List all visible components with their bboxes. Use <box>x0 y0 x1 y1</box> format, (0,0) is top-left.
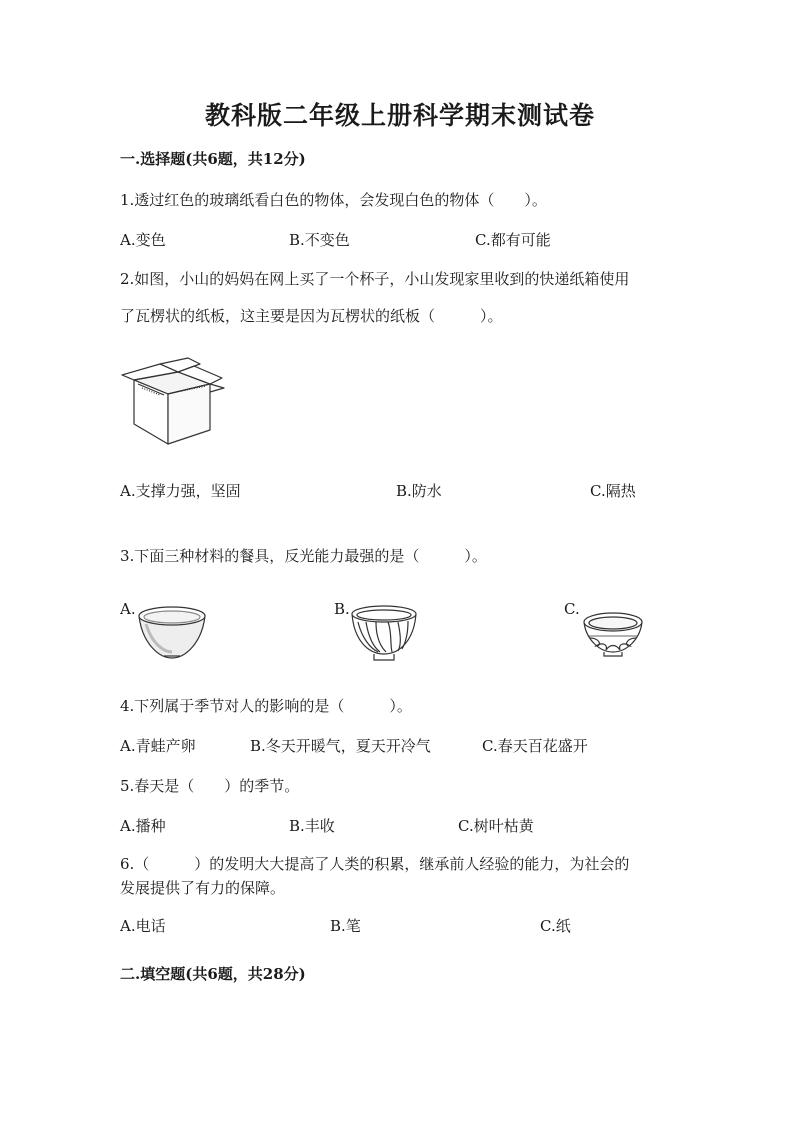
question-5-option-b[interactable]: B.丰收 <box>289 817 335 835</box>
question-1-option-c[interactable]: C.都有可能 <box>475 231 551 249</box>
question-4-option-a[interactable]: A.青蛙产卵 <box>120 737 196 755</box>
question-2-option-a[interactable]: A.支撑力强，坚固 <box>120 482 241 500</box>
question-4-option-c[interactable]: C.春天百花盛开 <box>482 737 588 755</box>
question-4-option-b[interactable]: B.冬天开暖气，夏天开冷气 <box>250 737 431 755</box>
question-1-option-b[interactable]: B.不变色 <box>289 231 350 249</box>
steel-bowl-image <box>136 604 208 660</box>
section-heading-fill-in: 二.填空题(共6题，共28分) <box>120 965 306 983</box>
question-3: 3.下面三种材料的餐具，反光能力最强的是（ ）。 <box>120 547 487 565</box>
question-5: 5.春天是（ ）的季节。 <box>120 777 300 795</box>
question-5-option-c[interactable]: C.树叶枯黄 <box>458 817 534 835</box>
question-4: 4.下列属于季节对人的影响的是（ ）。 <box>120 697 412 715</box>
wooden-bowl-image <box>350 604 418 662</box>
section-heading-choice: 一.选择题(共6题，共12分) <box>120 150 306 168</box>
question-6-option-c[interactable]: C.纸 <box>540 917 571 935</box>
question-6-line-2: 发展提供了有力的保障。 <box>120 879 286 897</box>
question-3-option-a[interactable]: A. <box>120 600 136 618</box>
question-5-option-a[interactable]: A.播种 <box>120 817 166 835</box>
question-6-option-a[interactable]: A.电话 <box>120 917 166 935</box>
question-2-line-2: 了瓦楞状的纸板，这主要是因为瓦楞状的纸板（ ）。 <box>120 307 503 325</box>
question-2-option-c[interactable]: C.隔热 <box>590 482 636 500</box>
question-1: 1.透过红色的玻璃纸看白色的物体，会发现白色的物体（ ）。 <box>120 191 547 209</box>
question-6-line-1: 6.（ ）的发明大大提高了人类的积累，继承前人经验的能力，为社会的 <box>120 855 630 873</box>
question-2-line-1: 2.如图，小山的妈妈在网上买了一个杯子，小山发现家里收到的快递纸箱使用 <box>120 270 630 288</box>
ceramic-bowl-image <box>582 608 644 658</box>
question-1-option-a[interactable]: A.变色 <box>120 231 166 249</box>
question-3-option-c[interactable]: C. <box>564 600 580 618</box>
page-title: 教科版二年级上册科学期末测试卷 <box>204 101 595 130</box>
question-2-option-b[interactable]: B.防水 <box>396 482 442 500</box>
question-3-option-b[interactable]: B. <box>334 600 350 618</box>
question-6-option-b[interactable]: B.笔 <box>330 917 361 935</box>
corrugated-box-image <box>118 358 230 448</box>
